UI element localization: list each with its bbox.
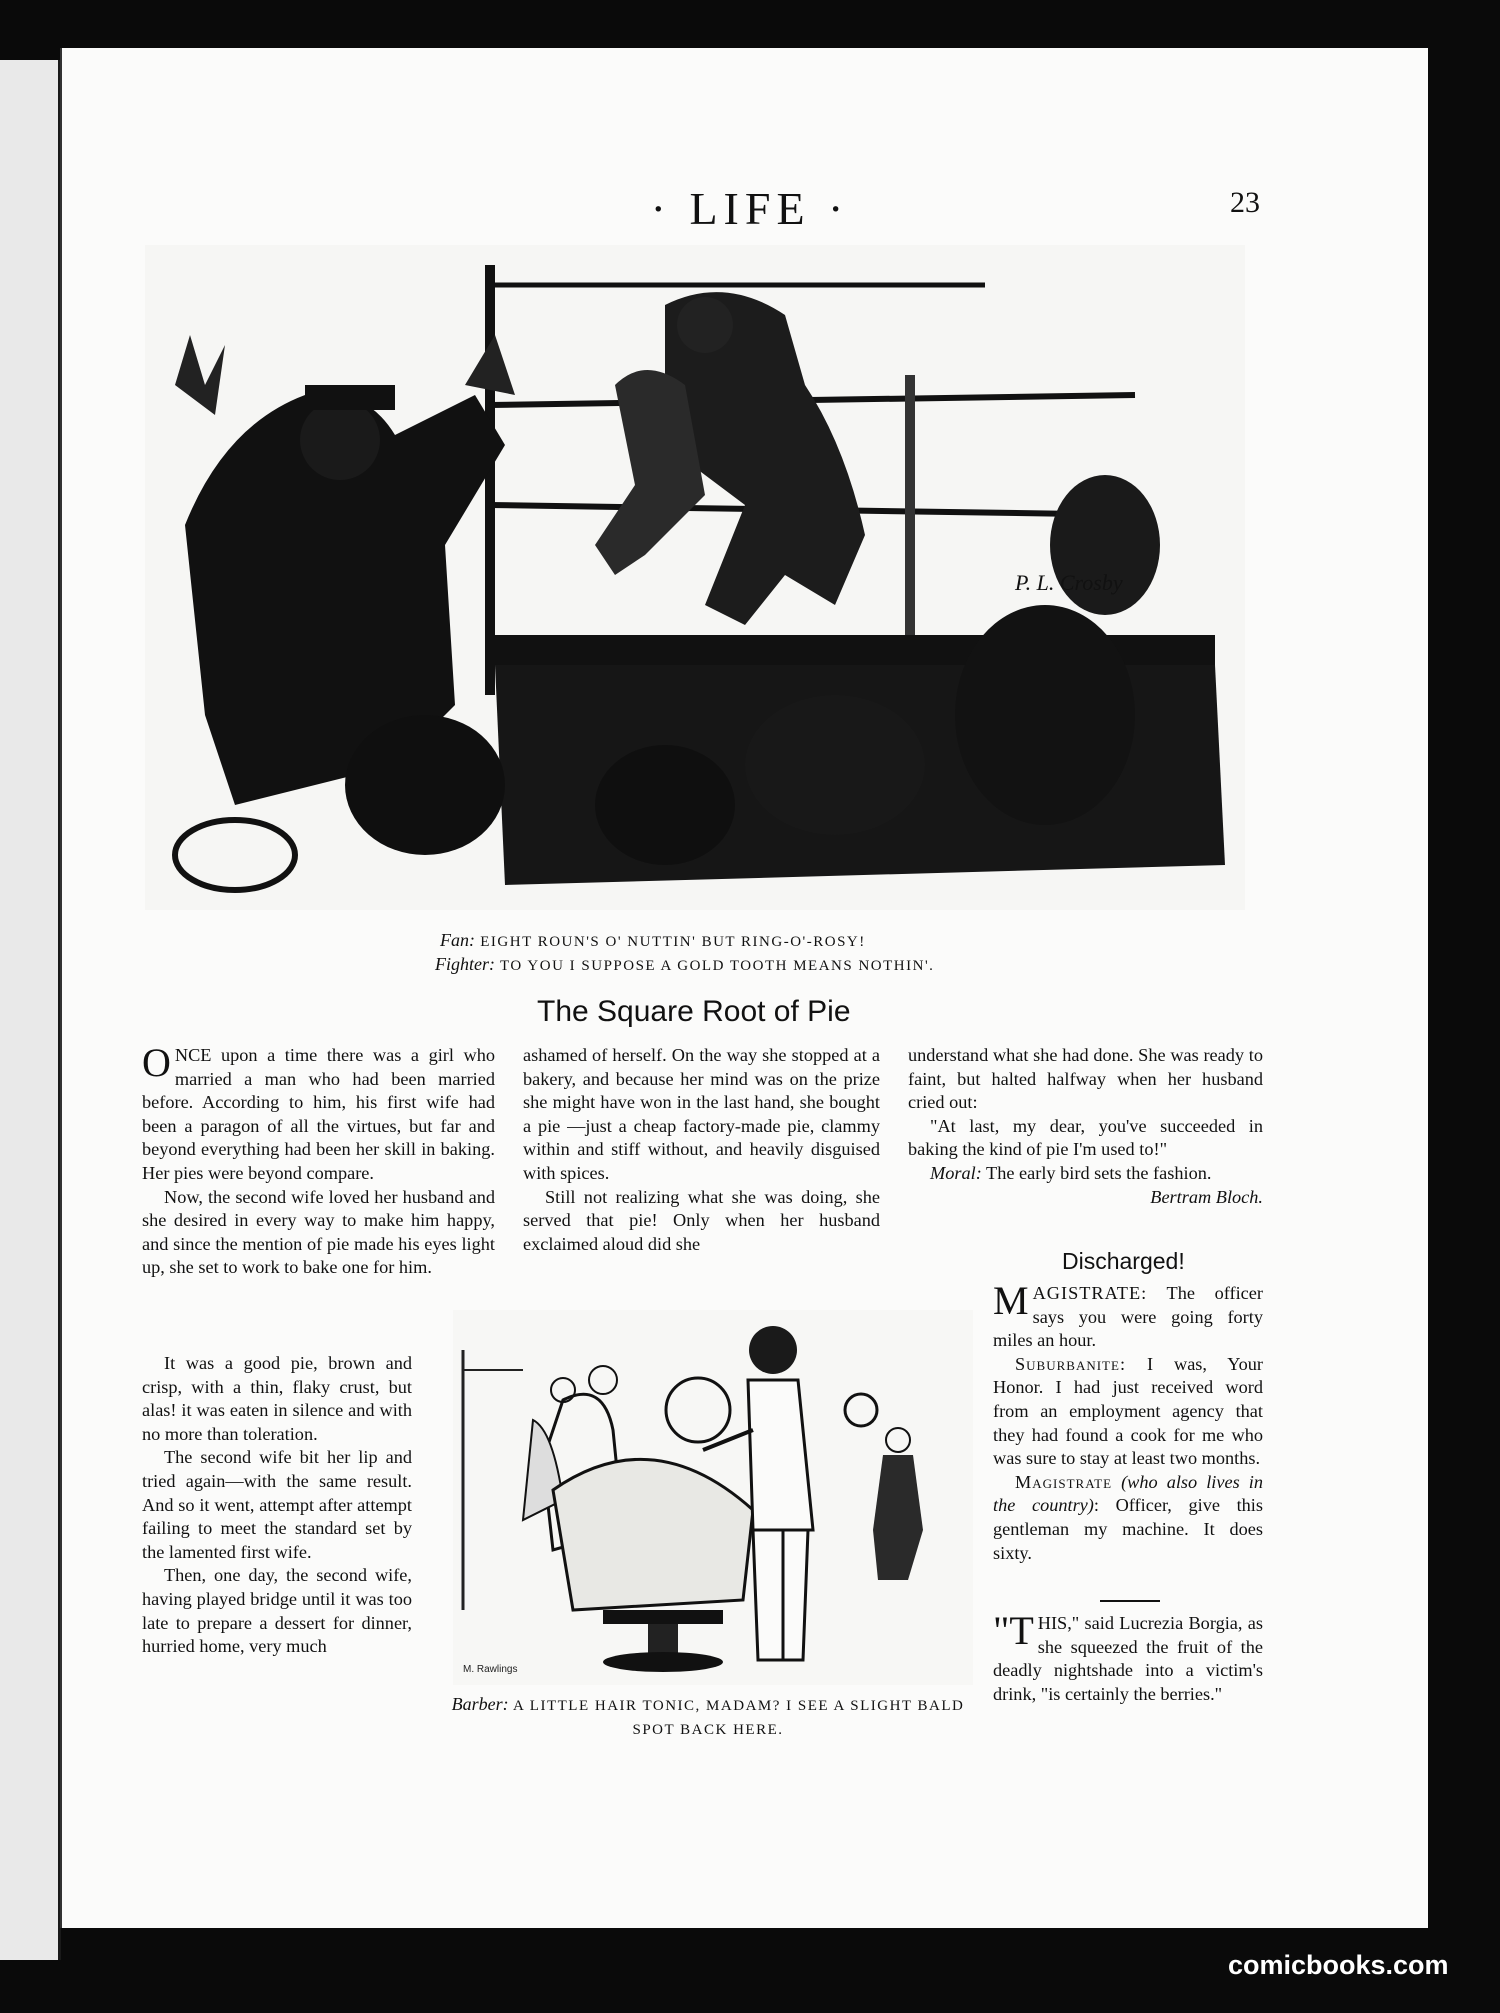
boxing-caption-line-2 bbox=[435, 954, 934, 975]
article-title: The Square Root of Pie bbox=[537, 995, 851, 1028]
discharged-column bbox=[993, 1278, 1263, 1565]
facing-page-edge bbox=[0, 60, 61, 1960]
discharged-line-3: Magistrate (who also lives in the country): Officer, give this gentleman my machine. It does sixty. bbox=[993, 1471, 1263, 1563]
barber-caption bbox=[438, 1692, 978, 1742]
article-paragraph-5: Then, one day, the second wife, having played bridge until it was too late to prepare a dessert for dinner, hurried home, very much bbox=[142, 1565, 412, 1657]
article-column-1-lower bbox=[142, 1352, 412, 1659]
borgia-paragraph: "T HIS," said Lucrezia Borgia, as she squeezed the fruit of the deadly nightshade into a victim's drink, "is certainly the berries." bbox=[993, 1608, 1263, 1704]
boxing-caption-text-fan: EIGHT ROUN'S O' NUTTIN' BUT RING-O'-ROSY! bbox=[480, 934, 866, 950]
boxing-illustration bbox=[145, 245, 1245, 910]
borgia-column bbox=[993, 1608, 1263, 1706]
barber-caption-text: A LITTLE HAIR TONIC, MADAM? I SEE A SLIGHT BALD SPOT BACK HERE. bbox=[513, 1698, 965, 1738]
barber-cartoon bbox=[453, 1310, 973, 1685]
discharged-line-2: Suburbanite: I was, Your Honor. I had just received word from an employment agency that they had found a cook for me who was sure to stay at least two months. bbox=[993, 1353, 1263, 1469]
discharged-speaker-magistrate-2: Magistrate bbox=[1015, 1471, 1113, 1492]
article-paragraph-2: Now, the second wife loved her husband and she desired in every way to make him happy, and since the mention of pie made his eyes light up, she set to work to bake one for him. bbox=[142, 1186, 495, 1278]
article-paragraph-3: It was a good pie, brown and crisp, with a thin, flaky crust, but alas! it was eaten in silence and with no more than toleration. bbox=[142, 1353, 412, 1444]
page-number: 23 bbox=[1230, 186, 1260, 219]
discharged-aside: (who also lives in the country) bbox=[993, 1471, 1263, 1516]
moral-label: Moral: bbox=[930, 1162, 982, 1183]
article-moral bbox=[908, 1162, 1263, 1186]
boxing-cartoon bbox=[145, 245, 1245, 910]
discharged-speaker-suburbanite: Suburbanite: bbox=[1015, 1353, 1127, 1374]
boxing-caption-text-fighter: TO YOU I SUPPOSE A GOLD TOOTH MEANS NOTHIN'. bbox=[499, 958, 935, 974]
boxing-caption-line-1 bbox=[440, 930, 866, 951]
barber-artist-signature: M. Rawlings bbox=[463, 1664, 518, 1675]
article-paragraph-6: ashamed of herself. On the way she stopped at a bakery, and because her mind was on the prize she might have won in the last hand, she bought a pie —just a cheap factory-made pie, clammy within and stiff without, and heavily disguised with spices. bbox=[523, 1045, 880, 1183]
masthead: · LIFE · bbox=[650, 183, 850, 234]
barber-illustration bbox=[453, 1310, 973, 1685]
boxing-caption-speaker-fighter: Fighter: bbox=[435, 954, 495, 974]
article-column-1 bbox=[142, 1040, 495, 1280]
article-column-2 bbox=[523, 1044, 880, 1256]
watermark: comicbooks.com bbox=[1228, 1950, 1449, 1980]
article-dropcap: O bbox=[142, 1040, 171, 1085]
boxing-artist-signature: P. L. Crosby bbox=[1015, 570, 1123, 595]
article-column-3 bbox=[908, 1044, 1263, 1209]
discharged-dropcap: M bbox=[993, 1278, 1029, 1323]
article-paragraph-8: understand what she had done. She was ready to faint, but halted halfway when her husband cried out: bbox=[908, 1045, 1263, 1113]
barber-caption-speaker: Barber: bbox=[451, 1694, 509, 1714]
article-paragraph-4: The second wife bit her lip and tried again—with the same result. And so it went, attempt after attempt failing to meet the standard set by the lamented first wife. bbox=[142, 1447, 412, 1562]
discharged-speaker-magistrate: AGISTRATE: bbox=[1032, 1283, 1148, 1303]
section-divider bbox=[1100, 1600, 1160, 1602]
discharged-title: Discharged! bbox=[1062, 1248, 1185, 1274]
article-author: Bertram Bloch. bbox=[1150, 1186, 1263, 1207]
borgia-dropcap: "T bbox=[993, 1608, 1034, 1653]
boxing-caption-speaker-fan: Fan: bbox=[440, 930, 475, 950]
article-paragraph-1: ONCE upon a time there was a girl who married a man who had been married before. According to him, his first wife had been a paragon of all the virtues, but far and beyond everything had been her skill in baking. Her pies were beyond compare. bbox=[142, 1040, 495, 1183]
moral-text: The early bird sets the fashion. bbox=[986, 1162, 1212, 1183]
article-paragraph-7: Still not realizing what she was doing, she served that pie! Only when her husband exclaimed aloud did she bbox=[523, 1186, 880, 1254]
discharged-line-1: MAGISTRATE: The officer says you were going forty miles an hour. bbox=[993, 1278, 1263, 1351]
article-paragraph-9: "At last, my dear, you've succeeded in baking the kind of pie I'm used to!" bbox=[908, 1115, 1263, 1160]
